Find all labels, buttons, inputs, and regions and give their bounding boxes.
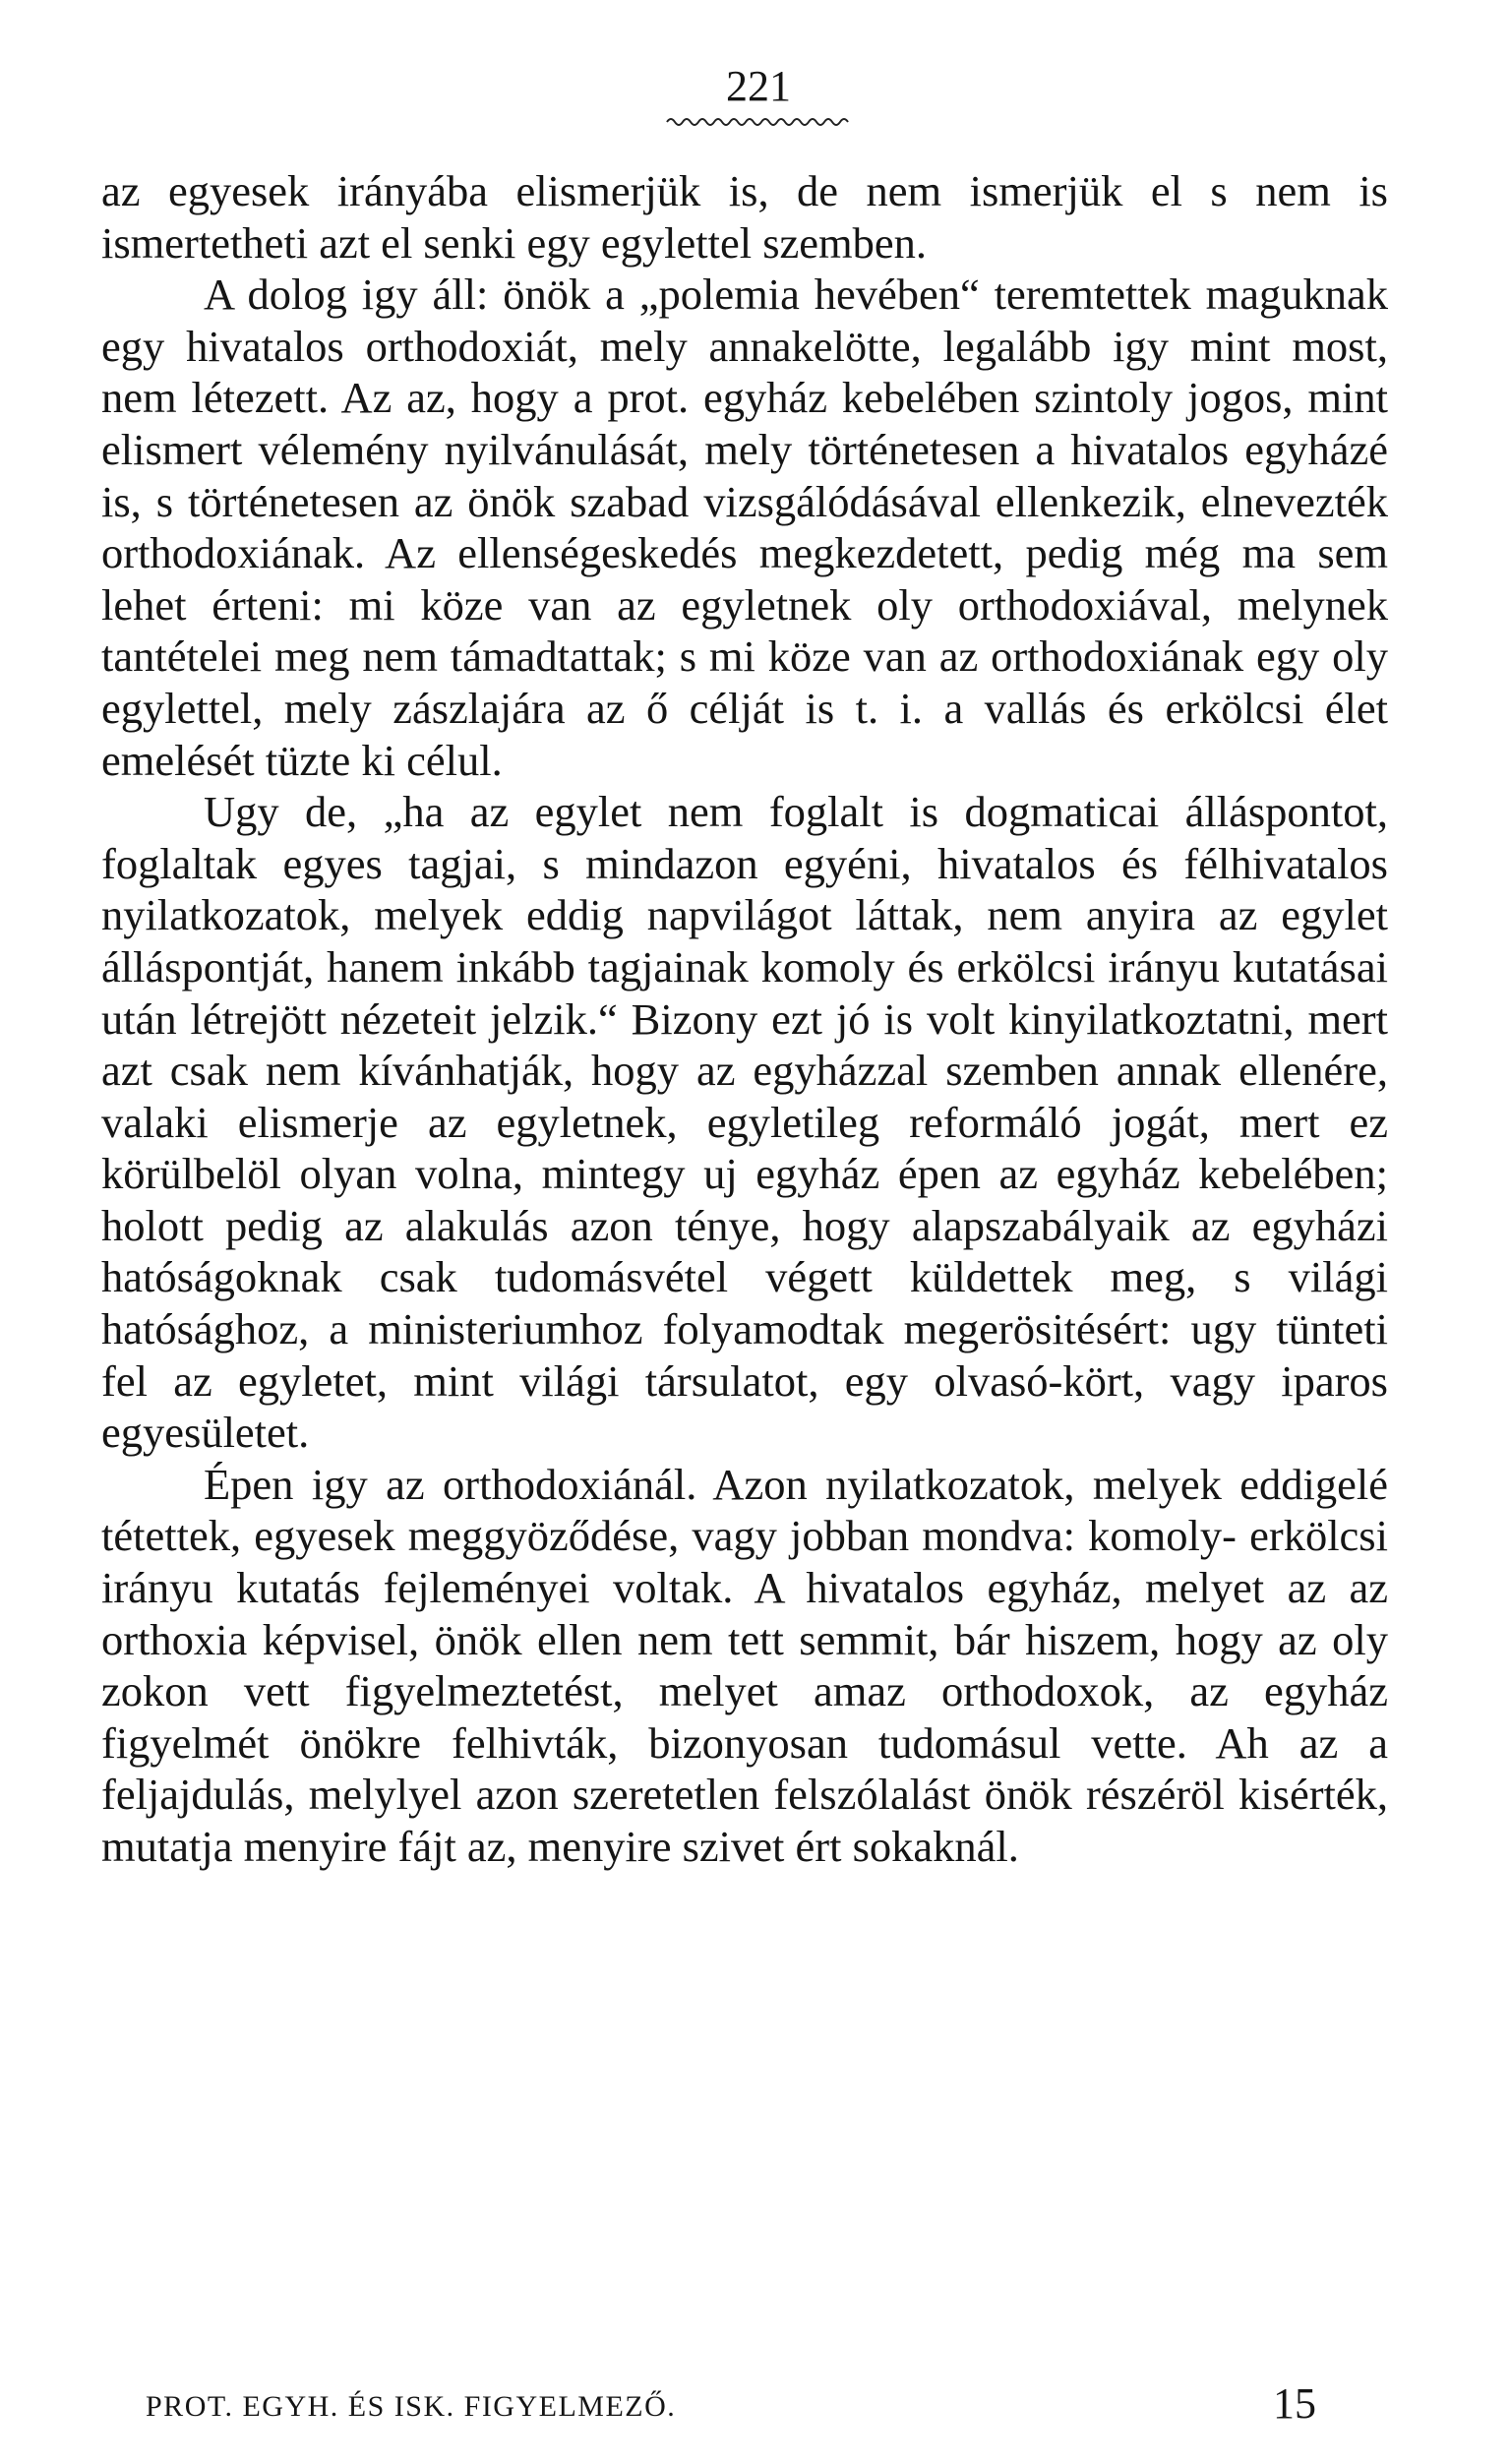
paragraph-4: Épen igy az orthodoxiánál. Azon nyilatkozatok, melyek eddigelé tétettek, egyesek meggyöződése, vagy jobban mondva: komoly- erkölcsi irányu kutatás fejleményei voltak. A hivatalos egyház, melyet az az orthoxia képvisel, önök ellen nem tett semmit, bár hiszem, hogy az oly zokon vett figyelmeztetést, melyet amaz orthodoxok, az egyház figyelmét önökre felhivták, bizonyosan tudomásul vette. Ah az a feljajdulás, melylyel azon szeretetlen felszólalást önök részéröl kisérték, mutatja menyire fájt az, menyire szivet ért sokaknál. <box>101 1459 1388 1871</box>
ornament-wavy-rule <box>665 116 852 132</box>
signature-mark: 15 <box>1273 2379 1316 2428</box>
paragraph-1: az egyesek irányába elismerjük is, de nem ismerjük el s nem is ismertetheti azt el senki egy egylettel szemben. <box>101 166 1388 268</box>
printer-signature: PROT. EGYH. ÉS ISK. FIGYELMEZŐ. <box>146 2390 677 2423</box>
page-footer <box>146 2378 1385 2428</box>
paragraph-3: Ugy de, „ha az egylet nem foglalt is dogmaticai álláspontot, foglaltak egyes tagjai, s mindazon egyéni, hivatalos és félhivatalos nyilatkozatok, melyek eddig napvilágot láttak, nem anyira az egylet álláspontját, hanem inkább tagjainak komoly és erkölcsi irányu kutatásai után létrejött nézeteit jelzik.“ Bizony ezt jó is volt kinyilatkoztatni, mert azt csak nem kívánhatják, hogy az egyházzal szemben annak ellenére, valaki elismerje az egyletnek, egyletileg reformáló jogát, mert ez körülbelöl olyan volna, mintegy uj egyház épen az egyház kebelében; holott pedig az alakulás azon ténye, hogy alapszabályaik az egyházi hatóságoknak csak tudomásvétel végett küldettek meg, s világi hatósághoz, a ministeriumhoz folyamodtak megerösitésért: ugy tünteti fel az egyletet, mint világi társulatot, egy olvasó-kört, vagy iparos egyesületet. <box>101 787 1388 1458</box>
paragraph-2: A dolog igy áll: önök a „polemia hevében“ teremtettek maguknak egy hivatalos orthodoxiát, mely annakelötte, legalább igy mint most, nem létezett. Az az, hogy a prot. egyház kebelében szintoly jogos, mint elismert vélemény nyilvánulását, mely történetesen a hivatalos egyházé is, s történetesen az önök szabad vizsgálódásával ellenkezik, elnevezték orthodoxiának. Az ellenségeskedés megkezdetett, pedig még ma sem lehet érteni: mi köze van az egyletnek oly orthodoxiával, melynek tantételei meg nem támadtattak; s mi köze van az orthodoxiának egy oly egylettel, mely zászlajára az ő célját is t. i. a vallás és erkölcsi élet emelését tüzte ki célul. <box>101 270 1388 785</box>
body-text <box>101 165 1388 1873</box>
page-number: 221 <box>726 62 791 110</box>
